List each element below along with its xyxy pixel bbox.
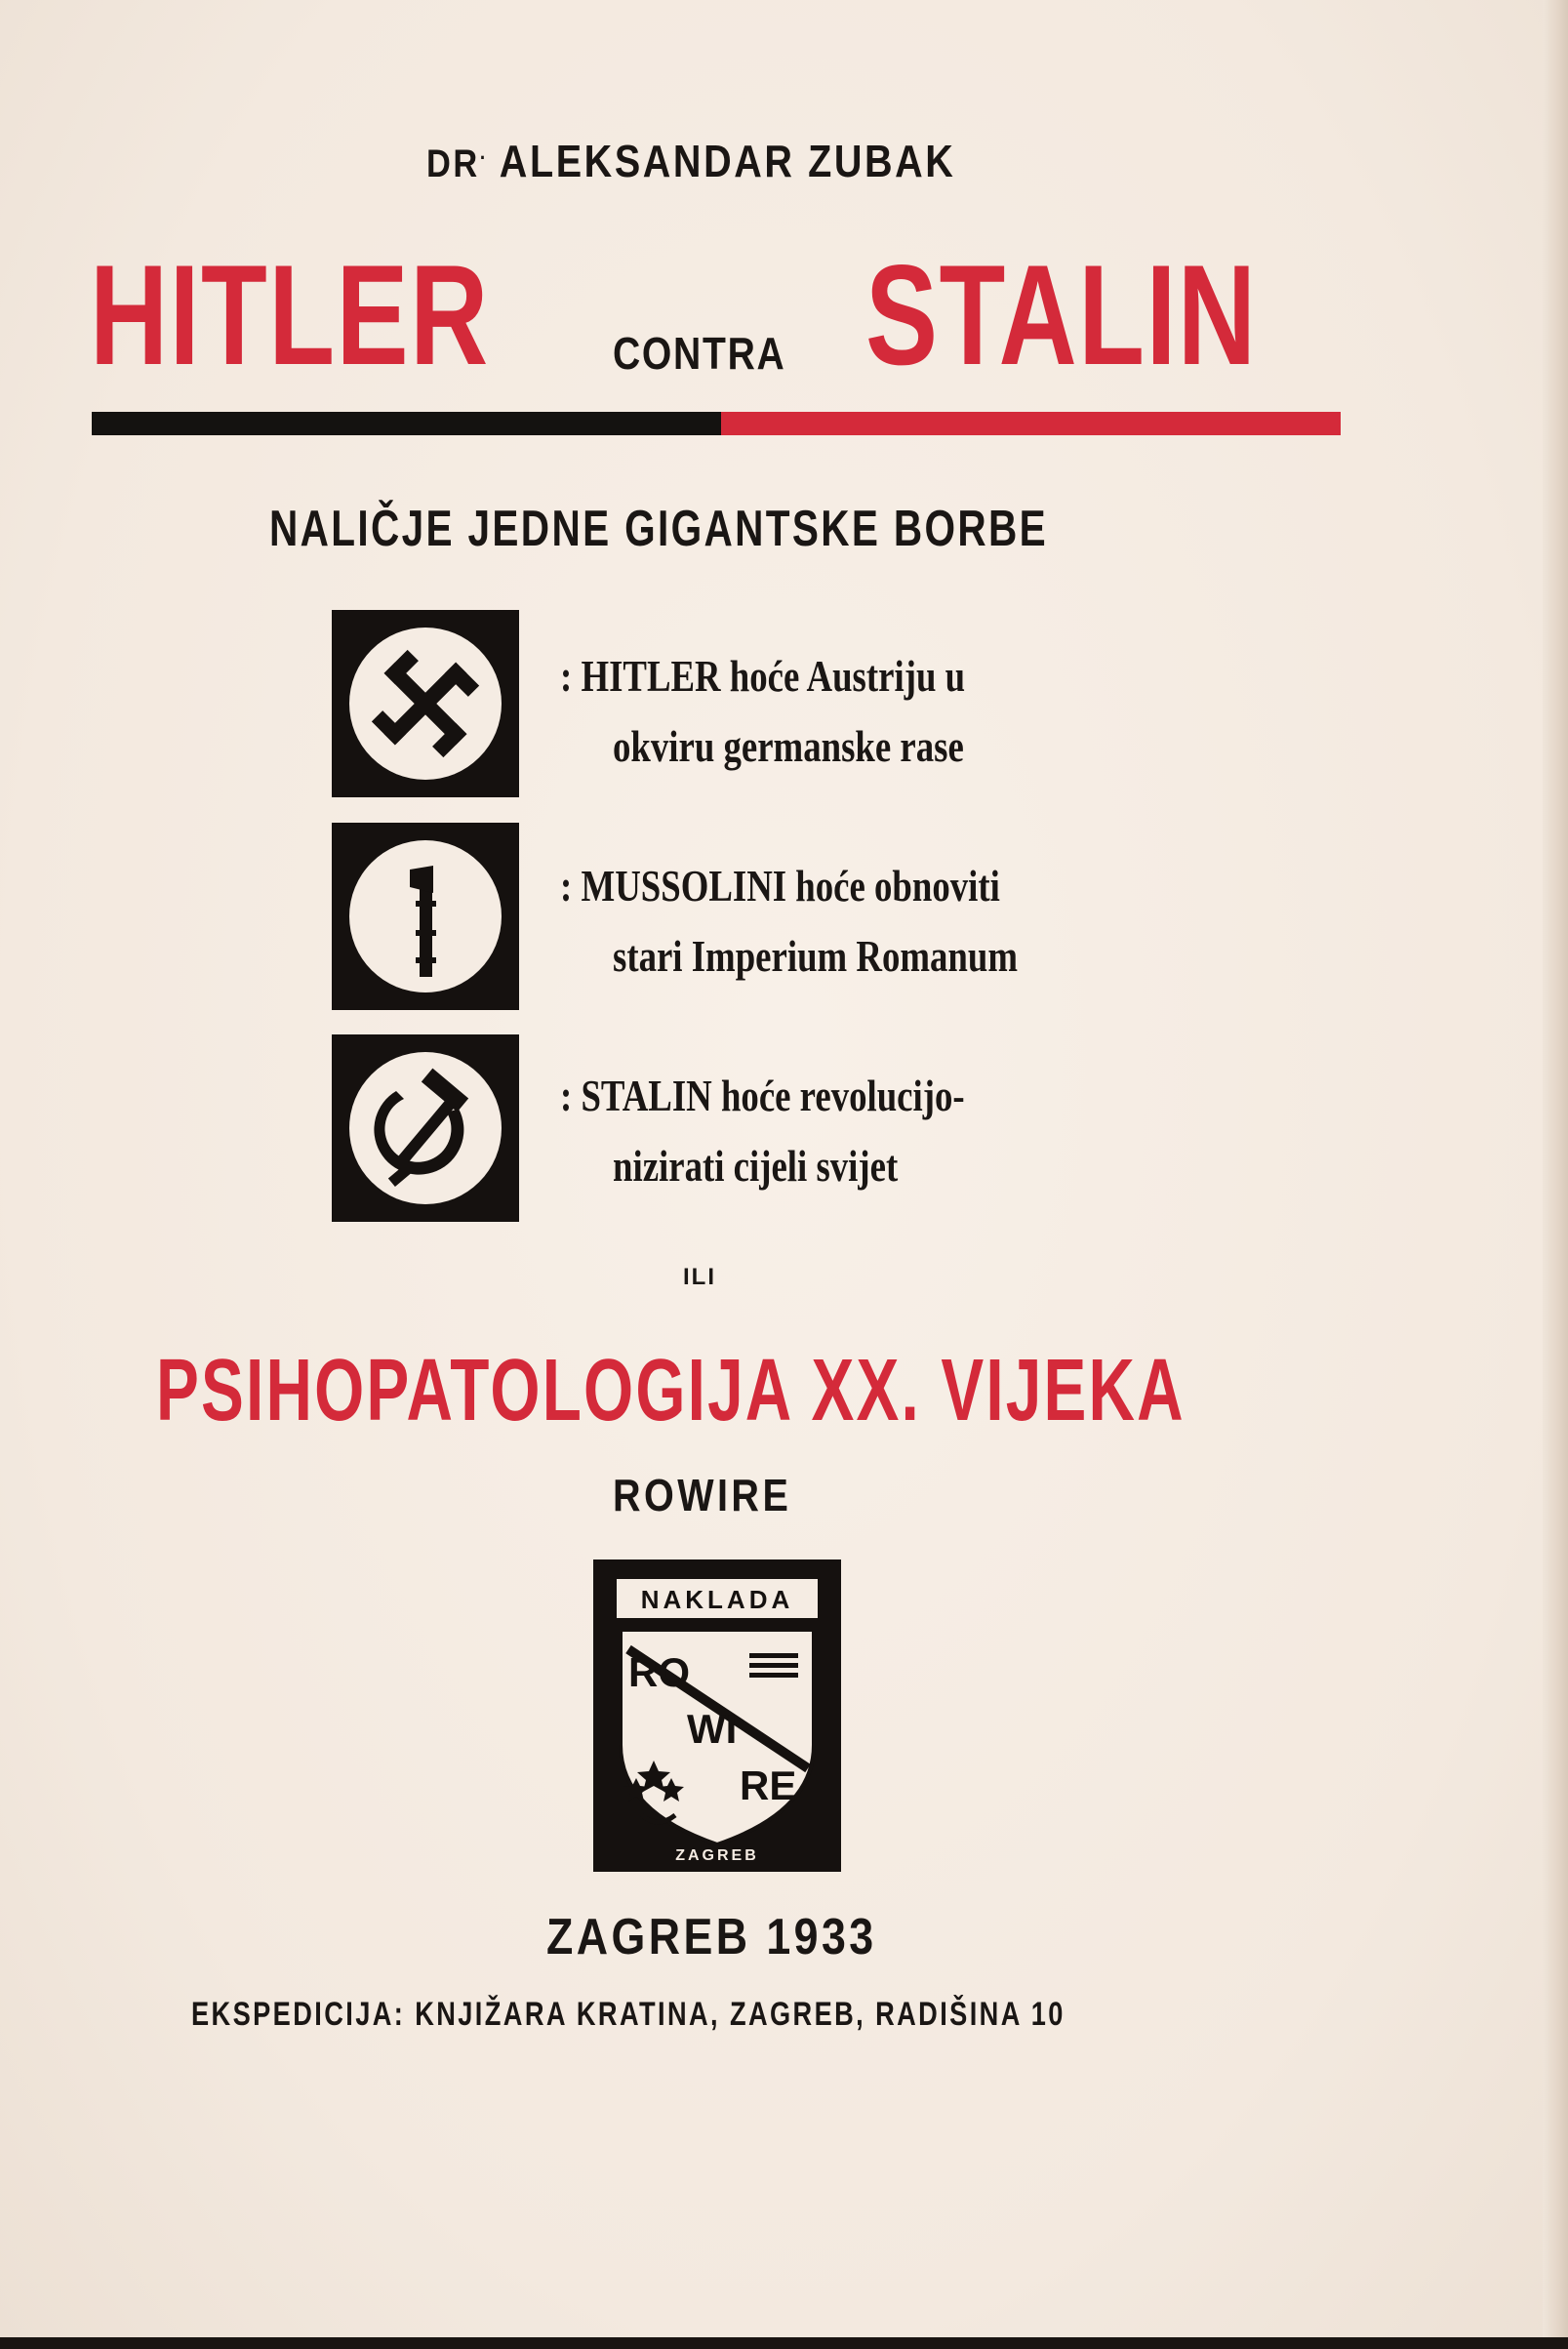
publisher-mark-row3: RE	[740, 1762, 797, 1808]
author-prefix: DR	[426, 142, 480, 185]
alternate-title: PSIHOPATOLOGIJA XX. VIJEKA	[156, 1342, 1186, 1439]
publisher-mark-bottom-text: ZAGREB	[675, 1847, 759, 1864]
place-and-year: ZAGREB 1933	[546, 1909, 877, 1965]
swastika-icon	[332, 610, 519, 797]
title-rule-black	[92, 412, 721, 435]
claim-line-1a: : HITLER hoće Austriju u	[560, 651, 966, 701]
author-prefix-dot: .	[479, 140, 488, 164]
hammer-sickle-icon	[332, 1034, 519, 1222]
claim-line-3b: nizirati cijeli svijet	[613, 1141, 899, 1191]
title-middle-word: CONTRA	[613, 328, 786, 379]
publisher-mark	[593, 1559, 841, 1872]
title-left-word: HITLER	[90, 235, 490, 394]
page-bottom-edge	[0, 2337, 1568, 2349]
author-line	[426, 135, 955, 187]
claim-line-2a: : MUSSOLINI hoće obnoviti	[560, 861, 1000, 911]
claim-line-3a: : STALIN hoće revolucijo-	[560, 1071, 965, 1120]
connector-word: ILI	[683, 1264, 716, 1290]
claim-line-2b: stari Imperium Romanum	[613, 931, 1019, 981]
title-right-word: STALIN	[865, 235, 1258, 394]
publisher-mark-row1: RO	[628, 1649, 690, 1695]
publisher-mark-row2: WI	[687, 1706, 738, 1752]
fasces-icon	[332, 823, 519, 1010]
publisher-mark-top-text: NAKLADA	[640, 1585, 794, 1614]
series-name: ROWIRE	[613, 1470, 792, 1520]
subtitle: NALIČJE JEDNE GIGANTSKE BORBE	[269, 501, 1049, 557]
author-name: ALEKSANDAR ZUBAK	[499, 136, 956, 186]
claim-line-1b: okviru germanske rase	[613, 721, 964, 771]
expedition-line: EKSPEDICIJA: KNJIŽARA KRATINA, ZAGREB, RADIŠINA 10	[191, 1996, 1065, 2033]
title-rule-red	[721, 412, 1341, 435]
page-spine-shadow	[1543, 0, 1568, 2349]
